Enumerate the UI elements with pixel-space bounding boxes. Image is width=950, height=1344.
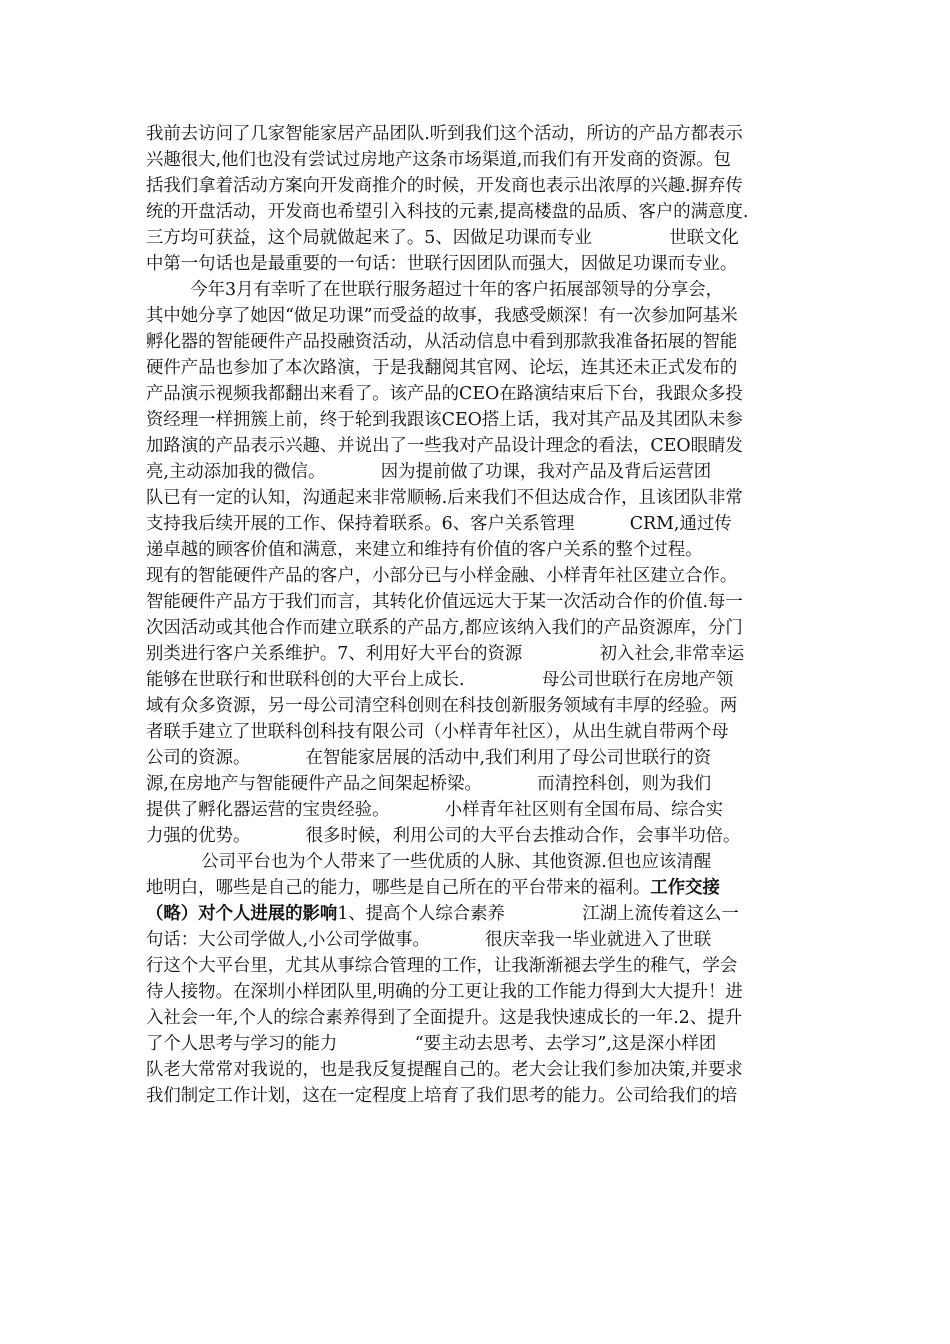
text-line: 今年3月有幸听了在世联行服务超过十年的客户拓展部领导的分享会， [146, 280, 724, 300]
text-span: 地明白，哪些是自己的能力，哪些是自己所在的平台带来的福利。 [146, 878, 651, 898]
section-heading: 工作交接 [650, 878, 720, 898]
text-line: 产品演示视频我都翻出来看了。该产品的CEO在路演结束后下台，我跟众多投 [146, 384, 743, 404]
text-line: 待人接物。在深圳小样团队里,明确的分工更让我的工作能力得到大大提升！进 [146, 982, 743, 1002]
text-line: 别类进行客户关系维护。7、利用好大平台的资源 初入社会,非常幸运 [146, 644, 745, 664]
text-line: 我们制定工作计划，这在一定程度上培育了我们思考的能力。公司给我们的培 [146, 1086, 738, 1106]
text-line: 亮,主动添加我的微信。 因为提前做了功课，我对产品及背后运营团 [146, 462, 712, 482]
text-line: 域有众多资源，另一母公司清空科创则在科技创新服务领域有丰厚的经验。两 [146, 696, 738, 716]
text-line: 队老大常常对我说的，也是我反复提醒自己的。老大会让我们参加决策,并要求 [146, 1060, 743, 1080]
text-line: 能够在世联行和世联科创的大平台上成长. 母公司世联行在房地产领 [146, 670, 734, 690]
text-line: 加路演的产品表示兴趣、并说出了一些我对产品设计理念的看法，CEO眼睛发 [146, 436, 743, 456]
text-line: 力强的优势。 很多时候，利用公司的大平台去推动合作，会事半功倍。 [146, 826, 741, 846]
text-line: 现有的智能硬件产品的客户，小部分已与小样金融、小样青年社区建立合作。 [146, 566, 738, 586]
text-line: 硬件产品也参加了本次路演，于是我翻阅其官网、论坛，连其还未正式发布的 [146, 358, 738, 378]
text-line: 统的开盘活动，开发商也希望引入科技的元素,提高楼盘的品质、客户的满意度. [146, 202, 749, 222]
text-line: 兴趣很大,他们也没有尝试过房地产这条市场渠道,而我们有开发商的资源。包 [146, 150, 731, 170]
text-line: 行这个大平台里，尤其从事综合管理的工作，让我渐渐褪去学生的稚气，学会 [146, 956, 738, 976]
text-line: 句话：大公司学做人,小公司学做事。 很庆幸我一毕业就进入了世联 [146, 930, 712, 950]
text-line [146, 875, 720, 901]
text-span: 1、提高个人综合素养 江湖上流传着这么一 [337, 904, 739, 924]
text-line: 入社会一年,个人的综合素养得到了全面提升。这是我快速成长的一年.2、提升 [146, 1008, 743, 1028]
text-line: 了个人思考与学习的能力 “要主动去思考、去学习”,这是深小样团 [146, 1034, 717, 1054]
section-heading: 对个人进展的影响 [198, 904, 338, 924]
text-line: 队已有一定的认知，沟通起来非常顺畅.后来我们不但达成合作，且该团队非常 [146, 488, 743, 508]
text-line: 中第一句话也是最重要的一句话：世联行因团队而强大，因做足功课而专业。 [146, 254, 738, 274]
text-line: 我前去访问了几家智能家居产品团队.听到我们这个活动，所访的产品方都表示 [146, 124, 743, 144]
text-line: 次因活动或其他合作而建立联系的产品方,都应该纳入我们的产品资源库，分门 [146, 618, 743, 638]
text-line: 者联手建立了世联科创科技有限公司（小样青年社区），从出生就自带两个母 [146, 722, 729, 742]
text-line: 公司的资源。 在智能家居展的活动中,我们利用了母公司世联行的资 [146, 748, 712, 768]
text-line: 孵化器的智能硬件产品投融资活动，从活动信息中看到那款我准备拓展的智能 [146, 332, 738, 352]
text-line: 递卓越的顾客价值和满意，来建立和维持有价值的客户关系的整个过程。 [146, 540, 703, 560]
text-line: 公司平台也为个人带来了一些优质的人脉、其他资源.但也应该清醒 [146, 852, 712, 872]
text-line: 支持我后续开展的工作、保持着联系。6、客户关系管理 CRM,通过传 [146, 514, 732, 534]
text-line: 资经理一样拥簇上前，终于轮到我跟该CEO搭上话，我对其产品及其团队未参 [146, 410, 743, 430]
text-line: 源,在房地产与智能硬件产品之间架起桥梁。 而清控科创，则为我们 [146, 774, 712, 794]
text-line [146, 901, 739, 927]
section-heading: （略） [146, 904, 199, 924]
text-line: 其中她分享了她因“做足功课”而受益的故事，我感受颇深！有一次参加阿基米 [146, 306, 738, 326]
text-line: 智能硬件产品方于我们而言，其转化价值远远大于某一次活动合作的价值.每一 [146, 592, 743, 612]
text-line: 三方均可获益，这个局就做起来了。5、因做足功课而专业 世联文化 [146, 228, 739, 248]
text-line: 括我们拿着活动方案向开发商推介的时候，开发商也表示出浓厚的兴趣.摒弃传 [146, 176, 743, 196]
text-line: 提供了孵化器运营的宝贵经验。 小样青年社区则有全国布局、综合实 [146, 800, 724, 820]
